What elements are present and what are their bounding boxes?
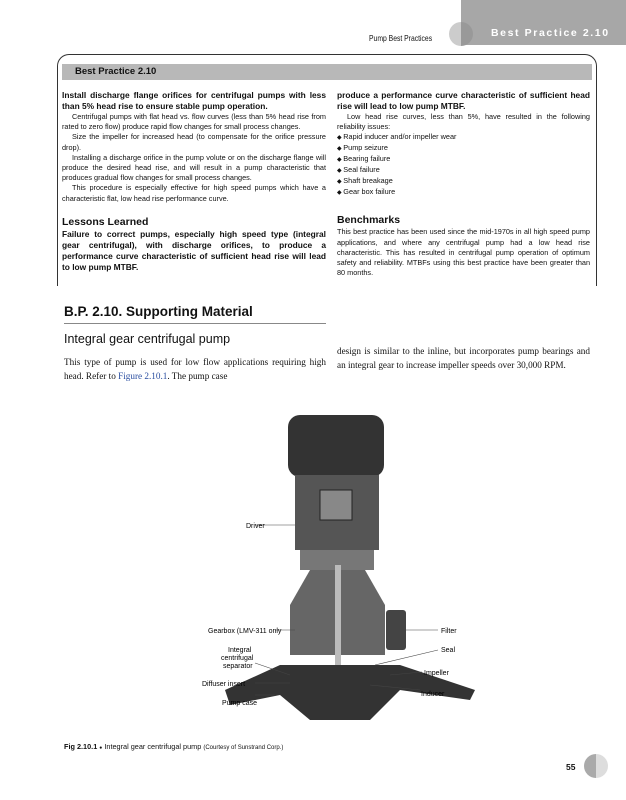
list-item: ◆ Shaft breakage — [337, 176, 590, 187]
divider — [64, 323, 326, 324]
box-right-column: produce a performance curve characteristic of sufficient head rise will lead to low pump MTBF. Low head rise curves, less than 5%, have resulted in the following reliability issues: ◆ Rapid inducer and/or impeller wear ◆ Pump seizure ◆ Bearing failure ◆ Seal failure ◆ Shaft breakage ◆ Gear box failure Benchmarks This best practice has been used since the mid-1970s in all high speed pump applications, and where any centrifugal pump had a low head rise characteristic. This has resulted in centrifugal pump operation of optimum safety and reliability. MTBFs using this best practice have been greater than 80 months. — [337, 90, 590, 278]
junction-box — [320, 490, 352, 520]
lessons-heading: Lessons Learned — [62, 215, 149, 228]
figure-link[interactable]: Figure 2.10.1 — [118, 370, 168, 381]
box-left-column: Install discharge flange orifices for centrifugal pumps with less than 5% head rise to ensure stable pump operation. Centrifugal pumps with flat head vs. flow curves (less than 5% head rise from rated to zero flow) produce rapid flow changes for small process changes. Size the impeller for increased head (to compensate for the orifice pressure drop). Installing a discharge orifice in the pump volute or on the discharge flange will produce the desired head rise, and will result in a pump characteristic that produces gradual flow changes for small process changes. This procedure is especially effective for high speed pumps which have a characteristic flat, low head rise performance curve. Lessons Learned Failure to correct pumps, especially high speed type (integral gear centrifugal), with discharge orifices, to produce a performance curve characteristic of sufficient head rise will lead to low pump MTBF. — [62, 90, 326, 272]
section-subtitle: Integral gear centrifugal pump — [64, 332, 231, 346]
header-circle-decoration — [449, 22, 473, 46]
label-inducer: Inducer — [421, 691, 445, 698]
label-separator-2: centrifugal — [221, 655, 254, 662]
motor-cap — [288, 415, 384, 477]
box-title: Best Practice 2.10 — [62, 64, 592, 80]
running-header: Pump Best Practices — [369, 34, 433, 43]
label-diffuser: Diffuser insert — [202, 681, 246, 688]
body-left: This type of pump is used for low flow applications requiring high head. Refer to Figure 2.10.1. The pump case — [64, 357, 326, 381]
label-separator-3: separator — [223, 663, 253, 670]
page-number: 55 — [566, 762, 576, 772]
figure-caption: Fig 2.10.1 ● Integral gear centrifugal pump (Courtesy of Sunstrand Corp.) — [64, 742, 284, 751]
label-driver: Driver — [246, 523, 265, 530]
list-item: ◆ Bearing failure — [337, 154, 590, 165]
pump-illustration — [200, 400, 500, 735]
chapter-tab: Best Practice 2.10 — [461, 0, 626, 45]
page-circle-decoration — [584, 754, 608, 778]
label-impeller: Impeller — [424, 670, 449, 677]
filter-shape — [386, 610, 406, 650]
issues-list — [337, 132, 590, 198]
section-title: B.P. 2.10. Supporting Material — [64, 304, 253, 319]
label-gearbox: Gearbox (LMV-311 only — [208, 628, 282, 635]
label-separator: Integral — [228, 647, 252, 654]
body-right: design is similar to the inline, but incorporates pump bearings and an integral gear to increase impeller speeds over 30,000 RPM. — [337, 346, 590, 370]
list-item: ◆ Pump seizure — [337, 143, 590, 154]
list-item: ◆ Gear box failure — [337, 187, 590, 198]
label-filter: Filter — [441, 628, 457, 635]
list-item: ◆ Seal failure — [337, 165, 590, 176]
list-item: ◆ Rapid inducer and/or impeller wear — [337, 132, 590, 143]
label-case: Pump case — [222, 700, 258, 707]
label-seal: Seal — [441, 647, 456, 654]
benchmarks-heading: Benchmarks — [337, 214, 401, 227]
